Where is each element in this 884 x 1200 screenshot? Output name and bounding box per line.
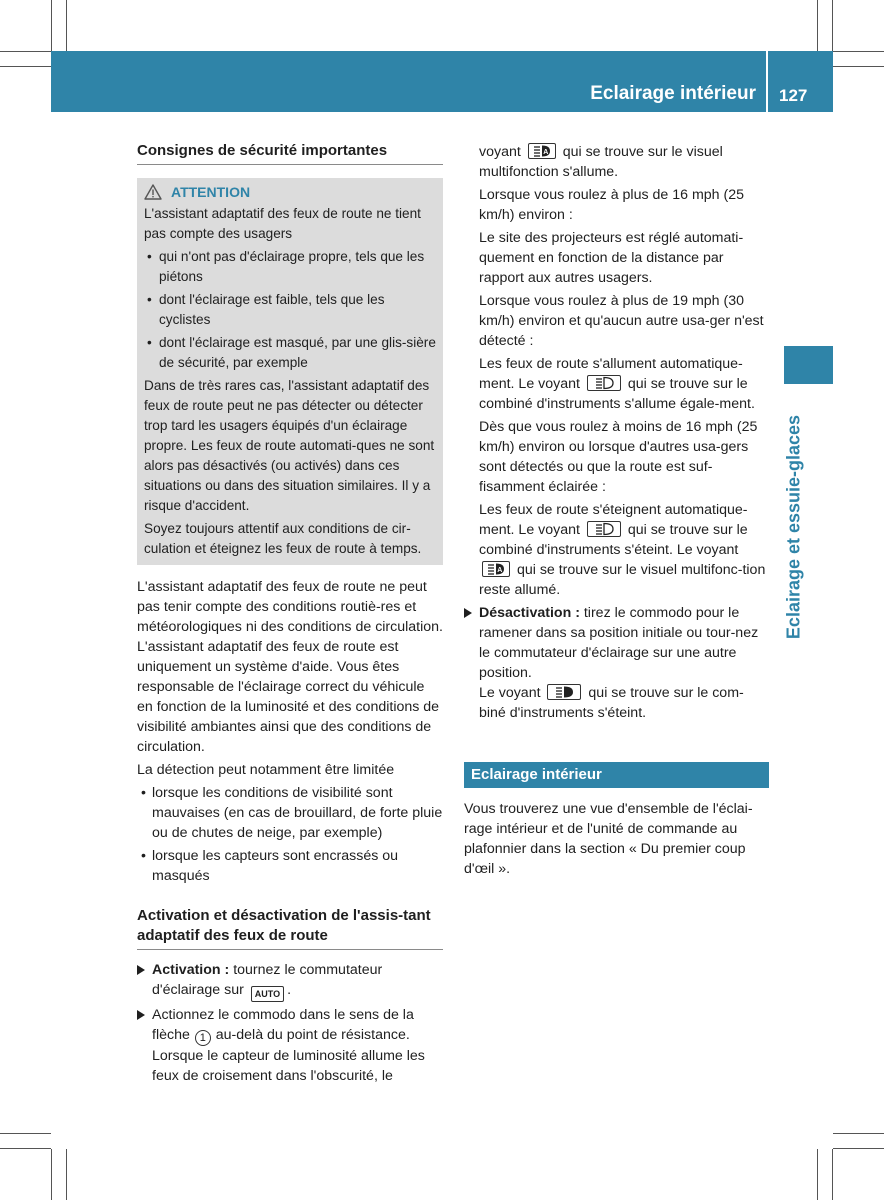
chapter-tab-label: Eclairage et essuie-glaces [783, 414, 804, 640]
text-run: Les feux de route s'éteignent automatique-ment. Le voyant [479, 502, 748, 538]
adaptive-high-beam-assist-icon [482, 561, 510, 577]
step-text: tirez le commodo pour le ramener dans sa position initiale ou tour-nez le commutateur d'éclairage sur une autre position. [479, 605, 759, 681]
warning-title [144, 182, 436, 202]
step-text: au-delà du point de résistance. [211, 1027, 410, 1043]
list-item: • lorsque les conditions de visibilité sont mauvaises (en cas de brouillard, de forte pluie ou de chutes de neige, par exemple) [137, 783, 443, 843]
body-paragraph: La détection peut notamment être limitée [137, 762, 395, 778]
safety-heading: Consignes de sécurité importantes [137, 141, 443, 165]
text-run: qui se trouve sur le visuel multifonc-tion reste allumé. [479, 562, 766, 598]
step-continuation: Lorsque le capteur de luminosité allume les feux de croisement dans l'obscurité, le [152, 1048, 425, 1084]
section-heading-interior-lighting: Eclairage intérieur [464, 762, 769, 788]
header-divider [766, 51, 768, 112]
body-paragraph: Lorsque vous roulez à plus de 16 mph (25 km/h) environ : [479, 187, 744, 223]
crop-mark [833, 1148, 884, 1149]
body-paragraph: Lorsque vous roulez à plus de 19 mph (30 km/h) environ et qu'aucun autre usa-ger n'est détecté : [479, 293, 764, 349]
crop-mark [833, 51, 884, 52]
auto-switch-icon: AUTO [251, 986, 284, 1002]
body-paragraph [464, 354, 769, 414]
crop-mark [832, 1149, 833, 1200]
crop-mark [51, 0, 52, 51]
crop-mark [832, 0, 833, 51]
body-paragraph: Le site des projecteurs est réglé automati-quement en fonction de la distance par rapport aux autres usagers. [479, 230, 744, 286]
step-text: tournez le commutateur d'éclairage sur [152, 962, 383, 998]
warning-box [137, 178, 443, 565]
adaptive-high-beam-assist-icon [528, 143, 556, 159]
crop-mark [817, 1149, 818, 1200]
warning-item: • dont l'éclairage est masqué, par une glis-sière de sécurité, par exemple [144, 333, 436, 373]
step-label: Activation : [152, 962, 230, 978]
step-lever [137, 1005, 443, 1046]
right-column [464, 142, 769, 879]
body-paragraph: Dès que vous roulez à moins de 16 mph (25 km/h) environ ou lorsque d'autres usa-gers sont détectés ou que la route est suf-fisamment éclairée : [479, 419, 758, 495]
arrow-marker-badge: 1 [195, 1030, 211, 1046]
chapter-marker [784, 346, 833, 384]
body-paragraph [464, 500, 769, 600]
warning-intro: L'assistant adaptatif des feux de route ne tient pas compte des usagers [144, 206, 421, 241]
step-arrow-icon [137, 1010, 145, 1020]
warning-triangle-icon [144, 184, 162, 200]
high-beam-icon [587, 375, 621, 391]
step-continuation [464, 683, 769, 723]
list-item: • lorsque les capteurs sont encrassés ou masqués [137, 846, 443, 886]
step-arrow-icon [137, 965, 145, 975]
page-number: 127 [779, 86, 808, 105]
page-title: Eclairage intérieur [590, 83, 756, 104]
step-label: Désactivation : [479, 605, 580, 621]
body-paragraph [464, 142, 769, 182]
crop-mark [0, 51, 51, 52]
warning-paragraph: Dans de très rares cas, l'assistant adaptatif des feux de route peut ne pas détecter ou détecter trop tard les usagers équipés d'un éclairage propre. Les feux de route automati-ques ne sont alors pas désactivés (ou activés) dans ces situations ou dans des situation similaires. Il y a risque d'accident. [144, 378, 435, 513]
svg-text:A: A [497, 567, 503, 574]
text-run: voyant [479, 144, 525, 160]
warning-item: • dont l'éclairage est faible, tels que les cyclistes [144, 290, 436, 330]
step-deactivation [464, 603, 769, 683]
text-run: qui se trouve sur le visuel multifonction s'allume. [479, 144, 723, 180]
body-paragraph: Vous trouverez une vue d'ensemble de l'éclai-rage intérieur et de l'unité de commande au plafonnier dans la section « Du premier coup d'œil ». [464, 801, 753, 877]
chapter-tab [781, 394, 807, 660]
step-arrow-icon [464, 608, 472, 618]
step-text: . [287, 982, 292, 998]
crop-mark [817, 0, 818, 51]
crop-mark [0, 1133, 51, 1134]
crop-mark [0, 66, 51, 67]
crop-mark [66, 0, 67, 51]
activation-heading: Activation et désactivation de l'assis-tant adaptatif des feux de route [137, 906, 443, 950]
high-beam-icon [587, 521, 621, 537]
svg-text:A: A [542, 149, 549, 156]
step-activation [137, 960, 443, 1002]
crop-mark [0, 1148, 51, 1149]
text-run: Le voyant [479, 685, 545, 701]
high-beam-icon [547, 684, 581, 700]
text-run: qui se trouve sur le combiné d'instruments s'allume égale-ment. [479, 376, 755, 412]
crop-mark [833, 66, 884, 67]
warning-item: • qui n'ont pas d'éclairage propre, tels que les piétons [144, 247, 436, 287]
warning-title-text: ATTENTION [171, 184, 251, 200]
text-run: Les feux de route s'allument automatique-ment. Le voyant [479, 356, 743, 392]
crop-mark [51, 1149, 52, 1200]
crop-mark [833, 1133, 884, 1134]
crop-mark [66, 1149, 67, 1200]
step-text: Actionnez le commodo dans le sens de la flèche [152, 1007, 414, 1043]
left-column [137, 141, 443, 1086]
text-run: qui se trouve sur le com-biné d'instruments s'éteint. [479, 685, 744, 721]
body-paragraph: L'assistant adaptatif des feux de route ne peut pas tenir compte des conditions routiè-res et météorologiques ni des conditions de circulation. L'assistant adaptatif des feux de route est uniquement un système d'aide. Vous êtes responsable de l'éclairage correct du véhicule en fonction de la luminosité et des conditions de visibilité ambiantes ainsi que des conditions de circulation. [137, 579, 444, 755]
warning-paragraph: Soyez toujours attentif aux conditions de cir-culation et éteignez les feux de route à temps. [144, 521, 422, 556]
text-run: qui se trouve sur le combiné d'instruments s'éteint. Le voyant [479, 522, 748, 558]
